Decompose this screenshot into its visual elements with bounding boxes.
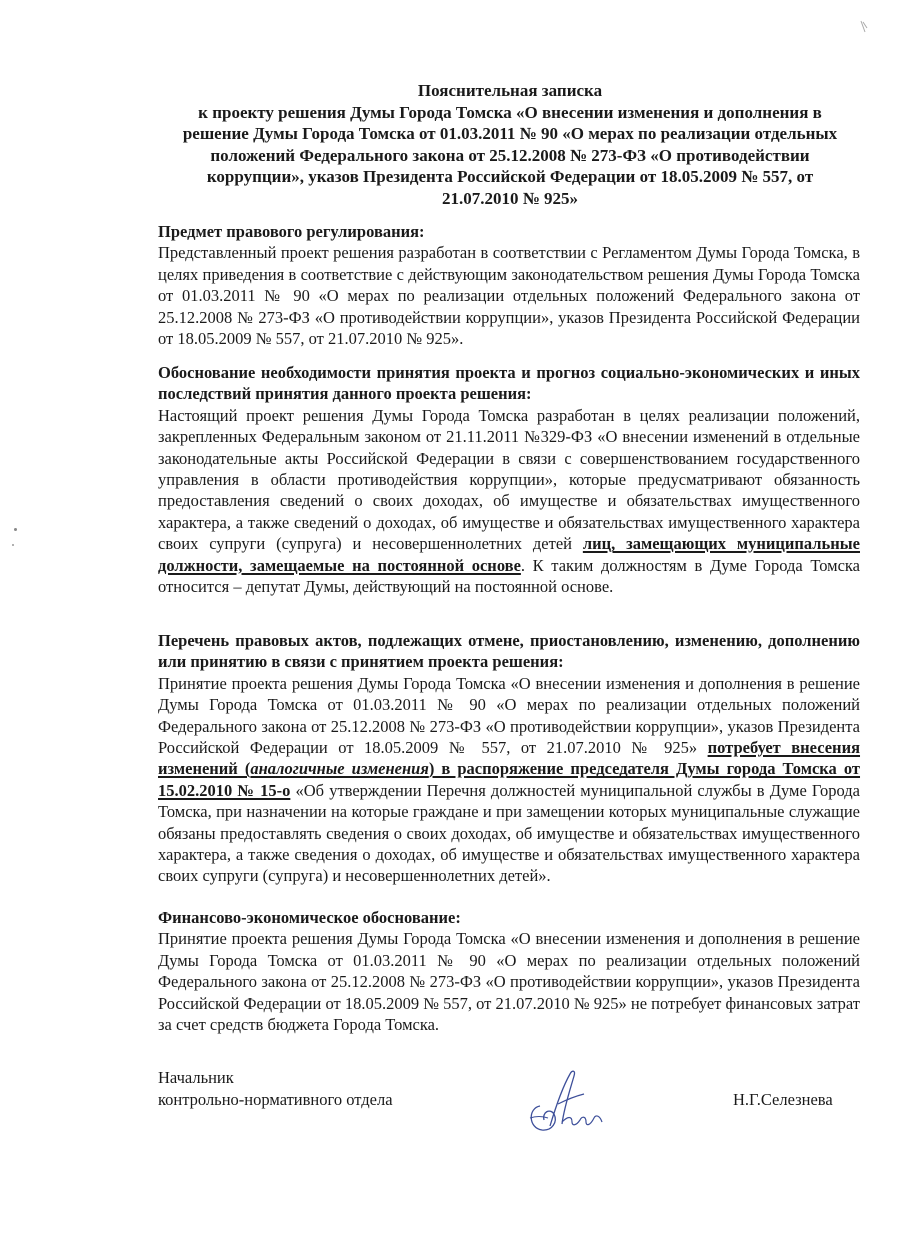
title-line: положений Федерального закона от 25.12.2008 № 273-ФЗ «О противодействии — [210, 145, 810, 165]
body-text: Принятие проекта решения Думы Города Томска «О внесении изменения и дополнения в решение Думы Города Томска от 01.03.2011 № 90 «О мерах по реализации отдельных положений Федерального закона от 25.12.2008 № 273-ФЗ «О противодействии коррупции», указов Президента Российской Федерации от 18.05.2009 № 557, от 21.07.2010 № 925» — [158, 673, 860, 758]
body-text: «Об утверждении Перечня должностей муниципальной службы в Думе Города Томска, при назначении на которые граждане и при замещении которых муниципальные служащие обязаны предоставлять сведения о своих доходах, об имуществе и обязательствах имущественного характера, а также сведения о доходах, об имуществе и обязательствах имущественного характера своих супруги (супруга) и несовершеннолетних детей». — [158, 780, 860, 886]
scan-dot — [14, 528, 17, 531]
position-line: Начальник — [158, 1068, 234, 1087]
body-text: . К таким должностям в Думе Города Томска относится – депутат Думы, действующий на постоянной основе. — [158, 555, 860, 597]
section-heading: Обоснование необходимости принятия проекта и прогноз социально-экономических и иных последствий принятия данного проекта решения: — [158, 363, 860, 404]
section-heading: Предмет правового регулирования: — [158, 222, 425, 241]
underlined-emphasis: лиц, замещающих муниципальные должности, замещаемые на постоянной основе — [158, 534, 860, 575]
scan-dot — [12, 544, 14, 546]
title-line: 21.07.2010 № 925» — [441, 188, 579, 208]
document-title — [150, 80, 870, 209]
scan-corner-mark — [859, 20, 869, 34]
section-subject — [158, 221, 860, 349]
body-text: Настоящий проект решения Думы Города Томска разработан в целях реализации положений, закрепленных Федеральным законом от 21.11.2011 №329-ФЗ «О внесении изменений в отдельные законодательные акты Российской Федерации в связи с совершенствованием государственного управления в области противодействия коррупции», которые предусматривают обязанность предоставления сведений о своих доходах, об имуществе и обязательствах имущественного характера, а также сведений о доходах, об имуществе и обязательствах имущественного характера своих супруги (супруга) и несовершеннолетних детей — [158, 405, 860, 554]
section-heading: Финансово-экономическое обоснование: — [158, 908, 461, 927]
signer-position — [158, 1067, 393, 1111]
section-heading: Перечень правовых актов, подлежащих отмене, приостановлению, изменению, дополнению или принятию в связи с принятием проекта решения: — [158, 631, 860, 672]
title-line: к проекту решения Думы Города Томска «О внесении изменения и дополнения в — [198, 102, 822, 122]
underlined-italic-emphasis: аналогичные изменения — [250, 759, 429, 779]
section-justification — [158, 362, 860, 597]
handwritten-signature — [522, 1066, 612, 1136]
section-body — [158, 673, 860, 887]
section-body: Представленный проект решения разработан в соответствии с Регламентом Думы Города Томска, в целях приведения в соответствие с действующим законодательством решения Думы Города Томска от 01.03.2011 № 90 «О мерах по реализации отдельных положений Федерального закона от 25.12.2008 № 273-ФЗ «О противодействии коррупции», указов Президента Российской Федерации от 18.05.2009 № 557, от 21.07.2010 № 925». — [158, 243, 860, 349]
section-body: Принятие проекта решения Думы Города Томска «О внесении изменения и дополнения в решение Думы Города Томска от 01.03.2011 № 90 «О мерах по реализации отдельных положений Федерального закона от 25.12.2008 № 273-ФЗ «О противодействии коррупции», указов Президента Российской Федерации от 18.05.2009 № 557, от 21.07.2010 № 925» не потребует финансовых затрат за счет средств бюджета Города Томска. — [158, 929, 860, 1035]
title-line: коррупции», указов Президента Российской Федерации от 18.05.2009 № 557, от — [206, 167, 814, 186]
section-finance — [158, 907, 860, 1035]
underlined-emphasis: потребует внесения изменений ( — [158, 738, 861, 779]
section-body — [158, 405, 860, 598]
position-line: контрольно-нормативного отдела — [158, 1090, 393, 1109]
title-line: Пояснительная записка — [417, 81, 603, 100]
signer-name: Н.Г.Селезнева — [733, 1090, 833, 1109]
section-acts — [158, 630, 860, 887]
title-line: решение Думы Города Томска от 01.03.2011 № 90 «О мерах по реализации отдельных — [182, 124, 838, 143]
underlined-emphasis: ) в распоряжение председателя Думы города Томска от 15.02.2010 № 15-о — [158, 759, 861, 800]
